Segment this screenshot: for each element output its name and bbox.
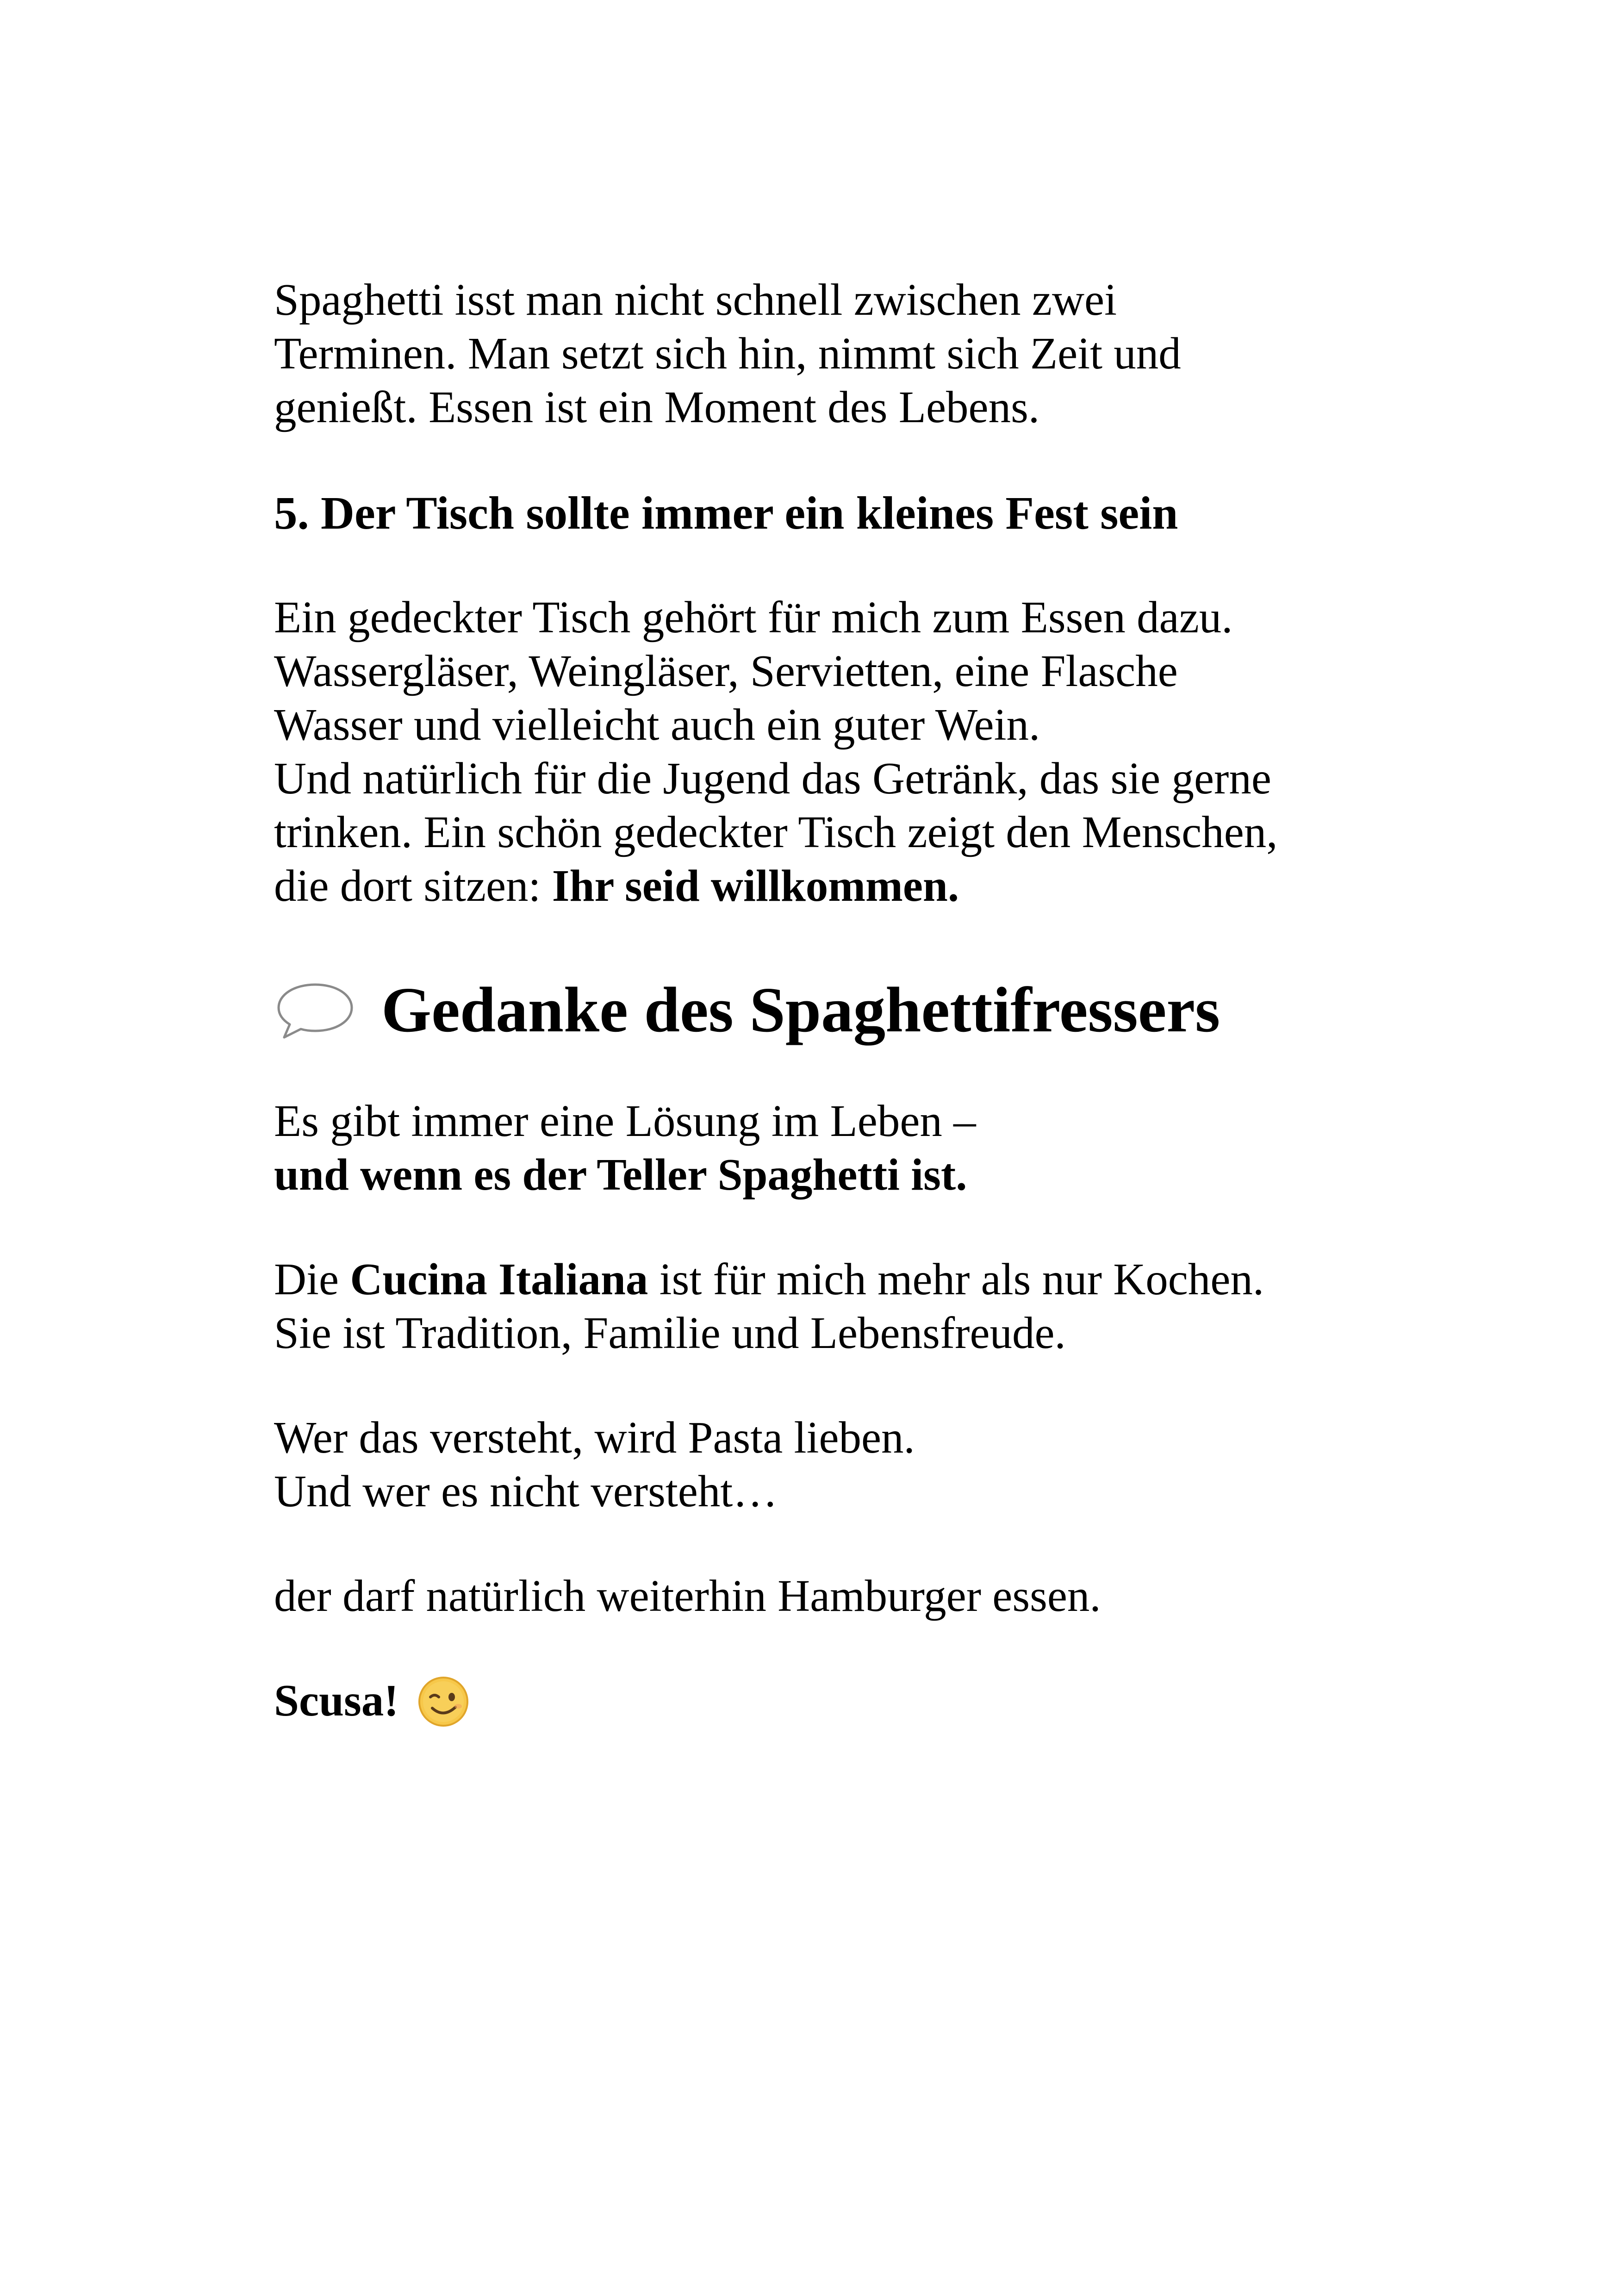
- thought-paragraph-1: [274, 1094, 1385, 1202]
- intro-paragraph: [274, 273, 1385, 434]
- thought-text: Die: [274, 1254, 350, 1304]
- section-5-line: [274, 859, 1385, 913]
- thought-line: Sie ist Tradition, Familie und Lebensfreude.: [274, 1308, 1066, 1358]
- thought-line: [274, 1148, 1385, 1202]
- speech-bubble-icon: [274, 980, 356, 1040]
- closing-scusa: Scusa!: [274, 1676, 399, 1725]
- section-5-line: Wassergläser, Weingläser, Servietten, eine Flasche: [274, 646, 1178, 696]
- thought-line: Und wer es nicht versteht…: [274, 1466, 778, 1516]
- thought-line: Wer das versteht, wird Pasta lieben.: [274, 1413, 915, 1462]
- intro-line: Terminen. Man setzt sich hin, nimmt sich Zeit und: [274, 329, 1181, 378]
- section-5-line: trinken. Ein schön gedeckter Tisch zeigt den Menschen,: [274, 807, 1278, 857]
- thought-paragraph-3: [274, 1411, 1385, 1518]
- thought-heading-row: [274, 968, 1385, 1052]
- section-5-line: Und natürlich für die Jugend das Getränk, das sie gerne: [274, 754, 1271, 803]
- thought-line: [274, 1253, 1385, 1306]
- thought-paragraph-4: der darf natürlich weiterhin Hamburger essen.: [274, 1571, 1101, 1621]
- section-5-paragraph: [274, 591, 1385, 913]
- intro-line: genießt. Essen ist ein Moment des Lebens.: [274, 382, 1040, 432]
- page-content: [274, 273, 1385, 1731]
- thought-line: Es gibt immer eine Lösung im Leben –: [274, 1096, 976, 1146]
- welcome-emphasis: Ihr seid willkommen.: [552, 861, 959, 911]
- cucina-italiana-emphasis: Cucina Italiana: [350, 1254, 648, 1304]
- section-5-last-text: die dort sitzen:: [274, 861, 552, 911]
- intro-line: Spaghetti isst man nicht schnell zwischen zwei: [274, 275, 1117, 324]
- section-5-heading: 5. Der Tisch sollte immer ein kleines Fest sein: [274, 487, 1178, 539]
- section-5-line: Ein gedeckter Tisch gehört für mich zum Essen dazu.: [274, 593, 1233, 642]
- spaghetti-emphasis: und wenn es der Teller Spaghetti ist.: [274, 1150, 967, 1199]
- thought-heading: Gedanke des Spaghettifressers: [381, 974, 1220, 1046]
- thought-text: ist für mich mehr als nur Kochen.: [648, 1254, 1264, 1304]
- winking-face-icon: [417, 1676, 469, 1728]
- closing-line: [274, 1674, 1385, 1731]
- thought-paragraph-2: [274, 1253, 1385, 1360]
- section-5-line: Wasser und vielleicht auch ein guter Wein.: [274, 700, 1040, 749]
